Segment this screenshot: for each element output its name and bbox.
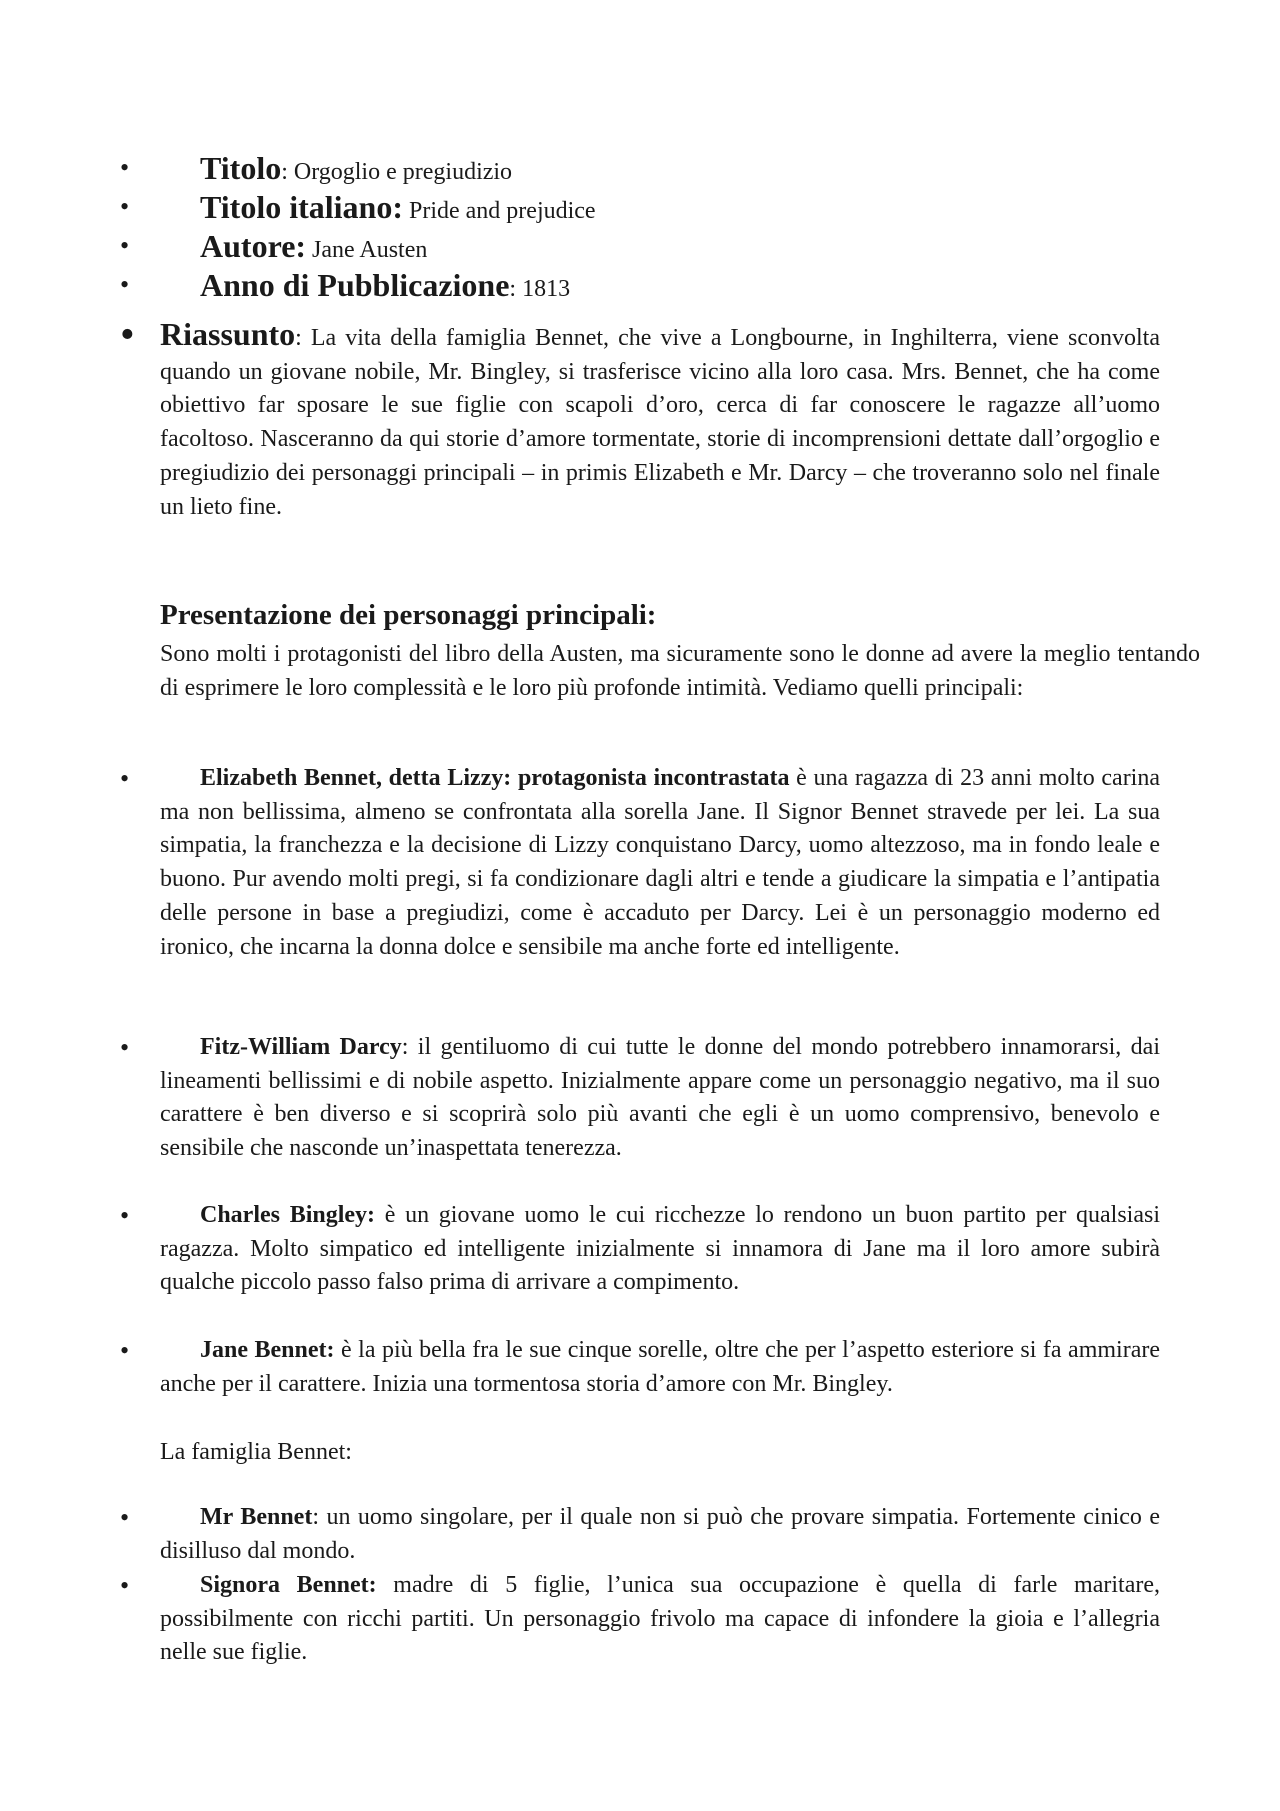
character-description: è un giovane uomo le cui ricchezze lo rendono un buon partito per qualsiasi ragazza. Molto simpatico ed intelligente inizialmente si innamora di Jane ma il loro amore subirà qualche piccolo passo falso prima di arrivare a compimento. [160, 1202, 1161, 1296]
character-description: è una ragazza di 23 anni molto carina ma non bellissima, almeno se confrontata alla sorella Jane. Il Signor Bennet stravede per lei. La sua simpatia, la franchezza e la decisione di Lizzy conquistano Darcy, uomo altezzoso, ma in fondo leale e buono. Pur avendo molti pregi, si fa condizionare dagli altri e tende a giudicare la simpatia e l’antipatia delle persone in base a pregiudizi, come è accaduto per Darcy. Lei è un personaggio moderno ed ironico, che incarna la donna dolce e sensibile ma anche forte ed intelligente. [160, 765, 1161, 960]
character-item-jane [120, 1334, 1160, 1401]
author-label: Autore: [200, 228, 307, 264]
family-member-description: madre di 5 figlie, l’unica sua occupazione è quella di farle maritare, possibilmente con ricchi partiti. Un personaggio frivolo ma capace di infondere la gioia e l’allegria nelle sue figlie. [160, 1572, 1160, 1666]
bullet-icon: • [120, 764, 130, 793]
bullet-icon: • [120, 1571, 130, 1600]
bullet-icon: • [120, 231, 130, 260]
italian-title-label: Titolo italiano: [200, 189, 403, 225]
characters-intro: Sono molti i protagonisti del libro della Austen, ma sicuramente sono le donne ad avere la meglio tentando di esprimere le loro complessità e le loro più profonde intimità. Vediamo quelli principali: [160, 641, 1200, 701]
bullet-icon: • [120, 153, 130, 182]
year-label: Anno di Pubblicazione [200, 267, 510, 303]
character-name: Jane Bennet: [200, 1337, 335, 1363]
family-item-mr-bennet [120, 1501, 1160, 1568]
bullet-icon: • [120, 1503, 130, 1532]
character-item-darcy [120, 1031, 1160, 1166]
character-name: Fitz-William Darcy [200, 1034, 402, 1060]
document-page: • Titolo: Orgoglio e pregiudizio • Titolo italiano: Pride and prejudice • Autore: Jane Austen • Anno di Pubblicazione: 1813 • Riassunto: La vita della famiglia Bennet, che vive a Longbourne, in Inghilterra, viene sconvolta quando un giovane nobile, Mr. Bingley, si trasferisce vicino alla loro casa. Mrs. Bennet, che ha come obiettivo far sposare le sue figlie con scapoli d’oro, cerca di far conoscere le ragazze all’uomo facoltoso. Nasceranno da qui storie d’amore tormentate, storie di incomprensioni dettate dall’orgoglio e pregiudizio dei personaggi principali – in primis Elizabeth e Mr. Darcy – che troveranno solo nel finale un lieto fine. Presentazione dei personaggi principali: Sono molti i protagonisti del libro della Austen, ma sicuramente sono le donne ad avere la meglio tentando di esprimere le loro complessità e le loro più profonde intimità. Vediamo quelli principali: • Elizabeth Bennet, detta Lizzy: protagonista incontrastata è una ragazza di 23 anni molto carina ma non bellissima, almeno se confrontata alla sorella Jane. Il Signor Bennet stravede per lei. La sua simpatia, la franchezza e la decisione di Lizzy conquistano Darcy, uomo altezzoso, ma in fondo leale e buono. Pur avendo molti pregi, si fa condizionare dagli altri e tende a giudicare la simpatia e l’antipatia delle persone in base a pregiudizi, come è accaduto per Darcy. Lei è un personaggio moderno ed ironico, che incarna la donna dolce e sensibile ma anche forte ed intelligente. • Fitz-William Darcy: il gentiluomo di cui tutte le donne del mondo potrebbero innamorarsi, dai lineamenti bellissimi e di nobile aspetto. Inizialmente appare come un personaggio negativo, ma il suo carattere è ben diverso e si scoprirà solo più avanti che egli è un uomo comprensivo, benevolo e sensibile che nasconde un’inaspettata tenerezza. • Charles Bingley: è un giovane uomo le cui ricchezze lo rendono un buon partito per qualsiasi ragazza. Molto simpatico ed intelligente inizialmente si innamora di Jane ma il loro amore subirà qualche piccolo passo falso prima di arrivare a compimento. • Jane Bennet: è la più bella fra le sue cinque sorelle, oltre che per l’aspetto esteriore si fa ammirare anche per il carattere. Inizia una tormentosa storia d’amore con Mr. Bingley. La famiglia Bennet: • Mr Bennet: un uomo singolare, per il quale non si può che provare simpatia. Fortemente cinico e disilluso dal mondo. • Signora Bennet: madre di 5 figlie, l’unica sua occupazione è quella di farle maritare, possibilmente con ricchi partiti. Un personaggio frivolo ma capace di infondere la gioia e l’allegria nelle sue figlie. [0, 0, 1280, 1811]
bullet-icon: • [120, 192, 130, 221]
character-description: : il gentiluomo di cui tutte le donne del mondo potrebbero innamorarsi, dai lineamenti bellissimi e di nobile aspetto. Inizialmente appare come un personaggio negativo, ma il suo carattere è ben diverso e si scoprirà solo più avanti che egli è un uomo comprensivo, benevolo e sensibile che nasconde un’inaspettata tenerezza. [160, 1034, 1160, 1162]
family-label: La famiglia Bennet: [160, 1439, 352, 1465]
bullet-icon: • [120, 1336, 130, 1365]
italian-title-value: Pride and prejudice [408, 198, 596, 224]
summary-label: Riassunto [160, 316, 296, 352]
summary-text: La vita della famiglia Bennet, che vive a Longbourne, in Inghilterra, viene sconvolta quando un giovane nobile, Mr. Bingley, si trasferisce vicino alla loro casa. Mrs. Bennet, che ha come obiettivo far sposare le sue figlie con scapoli d’oro, cerca di far conoscere le ragazze all’uomo facoltoso. Nasceranno da qui storie d’amore tormentate, storie di incomprensioni dettate dall’orgoglio e pregiudizio dei personaggi principali – in primis Elizabeth e Mr. Darcy – che troveranno solo nel finale un lieto fine. [160, 325, 1160, 520]
character-name: Charles Bingley: [200, 1202, 376, 1228]
characters-heading: Presentazione dei personaggi principali: [160, 599, 657, 631]
title-value: Orgoglio e pregiudizio [293, 159, 513, 185]
family-member-name: Signora Bennet: [200, 1572, 377, 1598]
bullet-icon: • [120, 1201, 130, 1230]
family-item-signora-bennet [120, 1569, 1160, 1670]
family-member-name: Mr Bennet [200, 1504, 313, 1530]
title-label: Titolo [200, 150, 282, 186]
character-name: Elizabeth Bennet, detta Lizzy: protagonista incontrastata [200, 765, 790, 791]
family-member-description: : un uomo singolare, per il quale non si può che provare simpatia. Fortemente cinico e disilluso dal mondo. [160, 1504, 1161, 1564]
author-value: Jane Austen [312, 237, 428, 263]
character-description: è la più bella fra le sue cinque sorelle, oltre che per l’aspetto esteriore si fa ammirare anche per il carattere. Inizia una tormentosa storia d’amore con Mr. Bingley. [160, 1337, 1160, 1397]
bullet-icon: • [120, 270, 130, 299]
summary-item: • Riassunto: La vita della famiglia Bennet, che vive a Longbourne, in Inghilterra, viene sconvolta quando un giovane nobile, Mr. Bingley, si trasferisce vicino alla loro casa. Mrs. Bennet, che ha come obiettivo far sposare le sue figlie con scapoli d’oro, cerca di far conoscere le ragazze all’uomo facoltoso. Nasceranno da qui storie d’amore tormentate, storie di incomprensioni dettate dall’orgoglio e pregiudizio dei personaggi principali – in primis Elizabeth e Mr. Darcy – che troveranno solo nel finale un lieto fine. [120, 312, 1160, 520]
character-item-elizabeth [120, 762, 1160, 964]
year-value: 1813 [522, 276, 571, 302]
bullet-icon: • [120, 1033, 130, 1062]
bullet-icon: • [120, 312, 135, 358]
character-item-bingley [120, 1199, 1160, 1300]
